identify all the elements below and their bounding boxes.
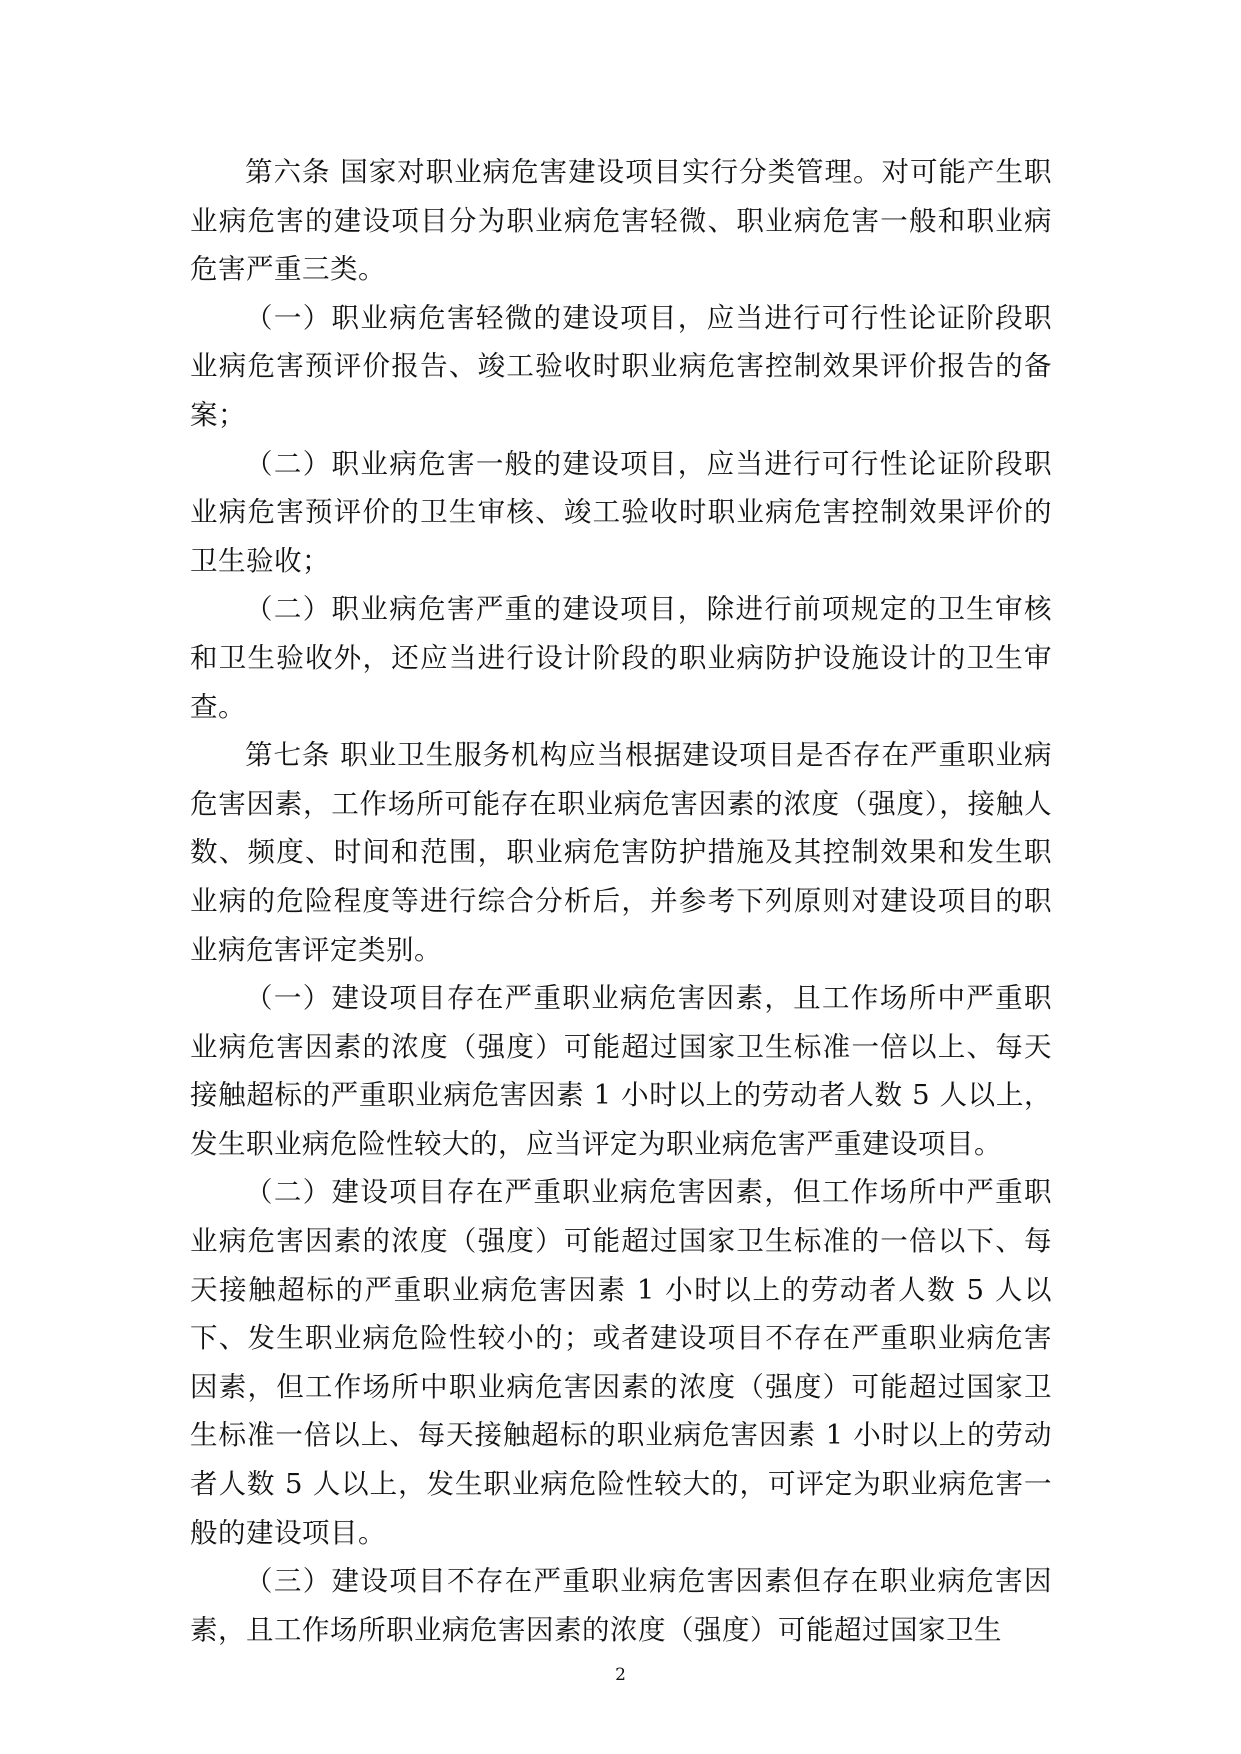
page-number: 2 — [615, 1665, 626, 1685]
article-6-paragraph: 第六条 国家对职业病危害建设项目实行分类管理。对可能产生职业病危害的建设项目分为职业病危害轻微、职业病危害一般和职业病危害严重三类。 — [190, 156, 1052, 286]
article-7-item-1: （一）建设项目存在严重职业病危害因素，且工作场所中严重职业病危害因素的浓度（强度）可能超过国家卫生标准一倍以上、每天接触超标的严重职业病危害因素 1 小时以上的劳动者人数 5 人以上，发生职业病危险性较大的，应当评定为职业病危害严重建设项目。 — [190, 982, 1052, 1160]
article-7-item-3: （三）建设项目不存在严重职业病危害因素但存在职业病危害因素，且工作场所职业病危害因素的浓度（强度）可能超过国家卫生 — [190, 1565, 1052, 1646]
article-6-item-2: （二）职业病危害一般的建设项目，应当进行可行性论证阶段职业病危害预评价的卫生审核、竣工验收时职业病危害控制效果评价的卫生验收； — [190, 447, 1052, 577]
article-7-item-2: （二）建设项目存在严重职业病危害因素，但工作场所中严重职业病危害因素的浓度（强度）可能超过国家卫生标准的一倍以下、每天接触超标的严重职业病危害因素 1 小时以上的劳动者人数 5 人以下、发生职业病危险性较小的；或者建设项目不存在严重职业病危害因素，但工作场所中职业病危害因素的浓度（强度）可能超过国家卫生标准一倍以上、每天接触超标的职业病危害因素 1 小时以上的劳动者人数 5 人以上，发生职业病危险性较大的，可评定为职业病危害一般的建设项目。 — [190, 1176, 1052, 1549]
article-6-item-1: （一）职业病危害轻微的建设项目，应当进行可行性论证阶段职业病危害预评价报告、竣工验收时职业病危害控制效果评价报告的备案； — [190, 301, 1052, 431]
document-body — [190, 148, 1052, 1654]
article-6-item-3: （二）职业病危害严重的建设项目，除进行前项规定的卫生审核和卫生验收外，还应当进行设计阶段的职业病防护设施设计的卫生审查。 — [190, 593, 1052, 723]
article-7-paragraph: 第七条 职业卫生服务机构应当根据建设项目是否存在严重职业病危害因素，工作场所可能存在职业病危害因素的浓度（强度），接触人数、频度、时间和范围，职业病危害防护措施及其控制效果和发生职业病的危险程度等进行综合分析后，并参考下列原则对建设项目的职业病危害评定类别。 — [190, 739, 1052, 966]
